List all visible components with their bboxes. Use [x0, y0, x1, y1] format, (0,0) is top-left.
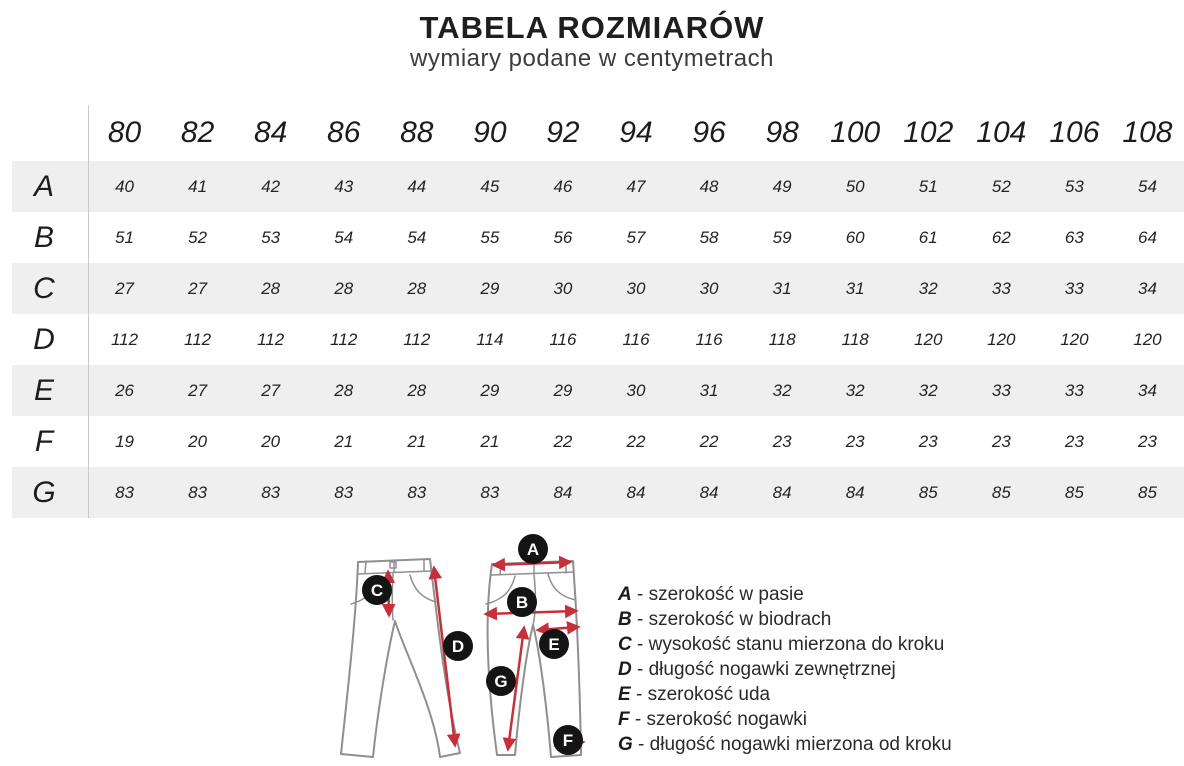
marker-e-label: E [548, 635, 560, 654]
marker-b-icon [507, 587, 537, 617]
table-cell: 28 [407, 380, 427, 400]
row-label: A [33, 169, 54, 203]
table-cell: 27 [188, 380, 208, 400]
table-cell: 40 [115, 176, 134, 196]
table-cell: 29 [480, 278, 500, 298]
row-label: C [33, 271, 55, 305]
marker-d-icon [443, 631, 473, 661]
table-cell: 30 [626, 278, 646, 298]
table-cell: 20 [188, 431, 208, 451]
table-cell: 42 [261, 176, 281, 196]
table-cell: 44 [407, 176, 427, 196]
table-cell: 23 [991, 431, 1011, 451]
marker-f-label: F [562, 731, 574, 750]
marker-c-label: C [370, 581, 384, 600]
table-cell: 45 [480, 176, 500, 196]
legend-letter: G [618, 734, 633, 755]
page-title: TABELA ROZMIARÓW [419, 10, 765, 45]
legend-item-e [618, 682, 952, 707]
legend-text: - długość nogawki mierzona od kroku [632, 734, 952, 755]
table-cell: 59 [772, 227, 792, 247]
table-cell: 27 [115, 278, 134, 298]
legend-letter: E [618, 684, 631, 705]
table-cell: 52 [991, 176, 1011, 196]
table-row-c [0, 263, 1184, 314]
table-cell: 116 [622, 329, 650, 349]
marker-g-icon [486, 666, 516, 696]
table-cell: 27 [188, 278, 208, 298]
size-column-header: 92 [546, 116, 580, 149]
table-cell: 46 [553, 176, 573, 196]
row-label: F [34, 424, 54, 458]
size-column-header: 96 [692, 116, 726, 149]
table-cell: 112 [403, 329, 431, 349]
size-column-header: 86 [327, 116, 361, 149]
pants-measurement-diagram [330, 528, 592, 766]
table-cell: 32 [845, 380, 865, 400]
table-cell: 49 [772, 176, 792, 196]
table-cell: 23 [1064, 431, 1084, 451]
legend-text: - szerokość nogawki [629, 709, 808, 730]
marker-g-label: G [494, 672, 508, 691]
table-cell: 114 [476, 329, 504, 349]
table-cell: 53 [261, 227, 281, 247]
table-cell: 83 [261, 482, 281, 502]
size-table-rows [0, 161, 1184, 518]
legend [618, 582, 952, 757]
table-cell: 30 [553, 278, 573, 298]
table-cell: 21 [334, 431, 354, 451]
table-cell: 23 [918, 431, 938, 451]
legend-letter: A [618, 584, 632, 605]
legend-item-f [618, 707, 952, 732]
table-cell: 85 [918, 482, 938, 502]
table-cell: 32 [772, 380, 792, 400]
table-cell: 30 [699, 278, 719, 298]
table-cell: 29 [480, 380, 500, 400]
size-header-row [0, 105, 1184, 161]
table-cell: 30 [626, 380, 646, 400]
table-cell: 23 [1137, 431, 1157, 451]
table-cell: 83 [115, 482, 134, 502]
table-cell: 57 [626, 227, 646, 247]
row-label: E [33, 373, 54, 407]
table-cell: 31 [699, 380, 719, 400]
table-cell: 34 [1137, 278, 1157, 298]
table-cell: 112 [330, 329, 358, 349]
table-cell: 112 [110, 329, 139, 349]
table-cell: 33 [1064, 278, 1084, 298]
marker-d-label: D [451, 637, 465, 656]
table-cell: 27 [261, 380, 281, 400]
table-cell: 48 [699, 176, 719, 196]
pants-front-sketch [341, 559, 460, 757]
table-cell: 54 [407, 227, 427, 247]
table-cell: 23 [845, 431, 865, 451]
table-cell: 83 [334, 482, 354, 502]
table-cell: 43 [334, 176, 354, 196]
table-cell: 33 [991, 278, 1011, 298]
table-cell: 120 [987, 329, 1016, 349]
table-label-divider [88, 105, 89, 518]
size-column-header: 100 [830, 116, 881, 149]
table-cell: 60 [845, 227, 865, 247]
table-cell: 28 [334, 380, 354, 400]
table-cell: 120 [1060, 329, 1089, 349]
legend-item-b [618, 607, 952, 632]
table-cell: 52 [188, 227, 208, 247]
table-cell: 32 [918, 380, 938, 400]
table-cell: 84 [553, 482, 573, 502]
legend-item-d [618, 657, 952, 682]
table-cell: 51 [918, 176, 938, 196]
table-cell: 56 [553, 227, 573, 247]
table-cell: 53 [1064, 176, 1084, 196]
table-cell: 112 [184, 329, 212, 349]
table-cell: 23 [772, 431, 792, 451]
row-label: G [32, 475, 56, 509]
table-cell: 116 [549, 329, 577, 349]
legend-letter: F [618, 709, 630, 730]
legend-letter: D [618, 659, 632, 680]
row-label: D [33, 322, 55, 356]
table-cell: 22 [699, 431, 719, 451]
page-subtitle: wymiary podane w centymetrach [410, 45, 774, 72]
table-cell: 22 [553, 431, 573, 451]
size-column-header: 108 [1122, 116, 1173, 149]
row-label: B [33, 220, 54, 254]
table-cell: 31 [845, 278, 865, 298]
size-column-header: 98 [765, 116, 799, 149]
table-cell: 84 [845, 482, 865, 502]
table-cell: 85 [991, 482, 1011, 502]
marker-f-icon [553, 725, 583, 755]
table-cell: 83 [188, 482, 208, 502]
size-column-header: 102 [903, 116, 954, 149]
marker-a-icon [518, 534, 548, 564]
marker-e-icon [539, 629, 569, 659]
table-cell: 84 [772, 482, 792, 502]
table-cell: 120 [914, 329, 943, 349]
size-column-header: 82 [180, 116, 215, 149]
measure-markers [362, 534, 583, 755]
legend-item-c [618, 632, 952, 657]
table-cell: 32 [918, 278, 938, 298]
table-cell: 83 [407, 482, 427, 502]
marker-b-label: B [515, 593, 529, 612]
table-cell: 55 [480, 227, 500, 247]
table-cell: 85 [1064, 482, 1084, 502]
table-row-f [0, 416, 1184, 467]
table-row-e [0, 365, 1184, 416]
table-cell: 58 [699, 227, 719, 247]
table-cell: 28 [261, 278, 281, 298]
table-cell: 62 [991, 227, 1011, 247]
table-cell: 63 [1064, 227, 1084, 247]
table-row-d [0, 314, 1184, 365]
legend-text: - szerokość w biodrach [631, 609, 832, 630]
table-cell: 21 [480, 431, 500, 451]
table-cell: 51 [115, 227, 134, 247]
size-column-header: 90 [473, 116, 507, 149]
legend-text: - długość nogawki zewnętrznej [631, 659, 896, 680]
legend-item-a [618, 582, 952, 607]
table-cell: 54 [334, 227, 354, 247]
table-cell: 120 [1133, 329, 1162, 349]
size-column-header: 88 [400, 116, 434, 149]
marker-a-label: A [526, 540, 540, 559]
table-cell: 34 [1137, 380, 1157, 400]
table-cell: 112 [257, 329, 285, 349]
table-cell: 118 [768, 329, 796, 349]
size-column-header: 106 [1049, 116, 1100, 149]
corner-cell [0, 105, 88, 161]
table-cell: 84 [699, 482, 719, 502]
table-cell: 50 [845, 176, 865, 196]
table-cell: 33 [1064, 380, 1084, 400]
table-cell: 20 [261, 431, 281, 451]
table-cell: 84 [626, 482, 646, 502]
table-cell: 33 [991, 380, 1011, 400]
size-table [0, 105, 1184, 518]
table-cell: 64 [1137, 227, 1157, 247]
legend-letter: C [618, 634, 632, 655]
table-cell: 85 [1137, 482, 1157, 502]
table-row-b [0, 212, 1184, 263]
marker-c-icon [362, 575, 392, 605]
size-column-header: 80 [107, 116, 142, 149]
legend-text: - wysokość stanu mierzona do kroku [631, 634, 945, 655]
table-cell: 61 [918, 227, 938, 247]
table-cell: 118 [841, 329, 869, 349]
table-cell: 22 [626, 431, 646, 451]
table-cell: 21 [407, 431, 427, 451]
size-column-header: 104 [976, 116, 1027, 149]
table-cell: 28 [334, 278, 354, 298]
table-row-a [0, 161, 1184, 212]
table-cell: 54 [1137, 176, 1157, 196]
table-cell: 19 [115, 431, 134, 451]
size-column-header: 94 [619, 116, 653, 149]
legend-letter: B [618, 609, 632, 630]
table-cell: 47 [626, 176, 646, 196]
legend-text: - szerokość uda [630, 684, 771, 705]
table-cell: 28 [407, 278, 427, 298]
size-column-header: 84 [253, 116, 288, 149]
table-cell: 31 [772, 278, 792, 298]
table-cell: 26 [115, 380, 134, 400]
table-row-g [0, 467, 1184, 518]
table-cell: 116 [695, 329, 723, 349]
table-cell: 83 [480, 482, 500, 502]
table-cell: 41 [188, 176, 208, 196]
legend-text: - szerokość w pasie [631, 584, 804, 605]
table-cell: 29 [553, 380, 573, 400]
legend-item-g [618, 732, 952, 757]
